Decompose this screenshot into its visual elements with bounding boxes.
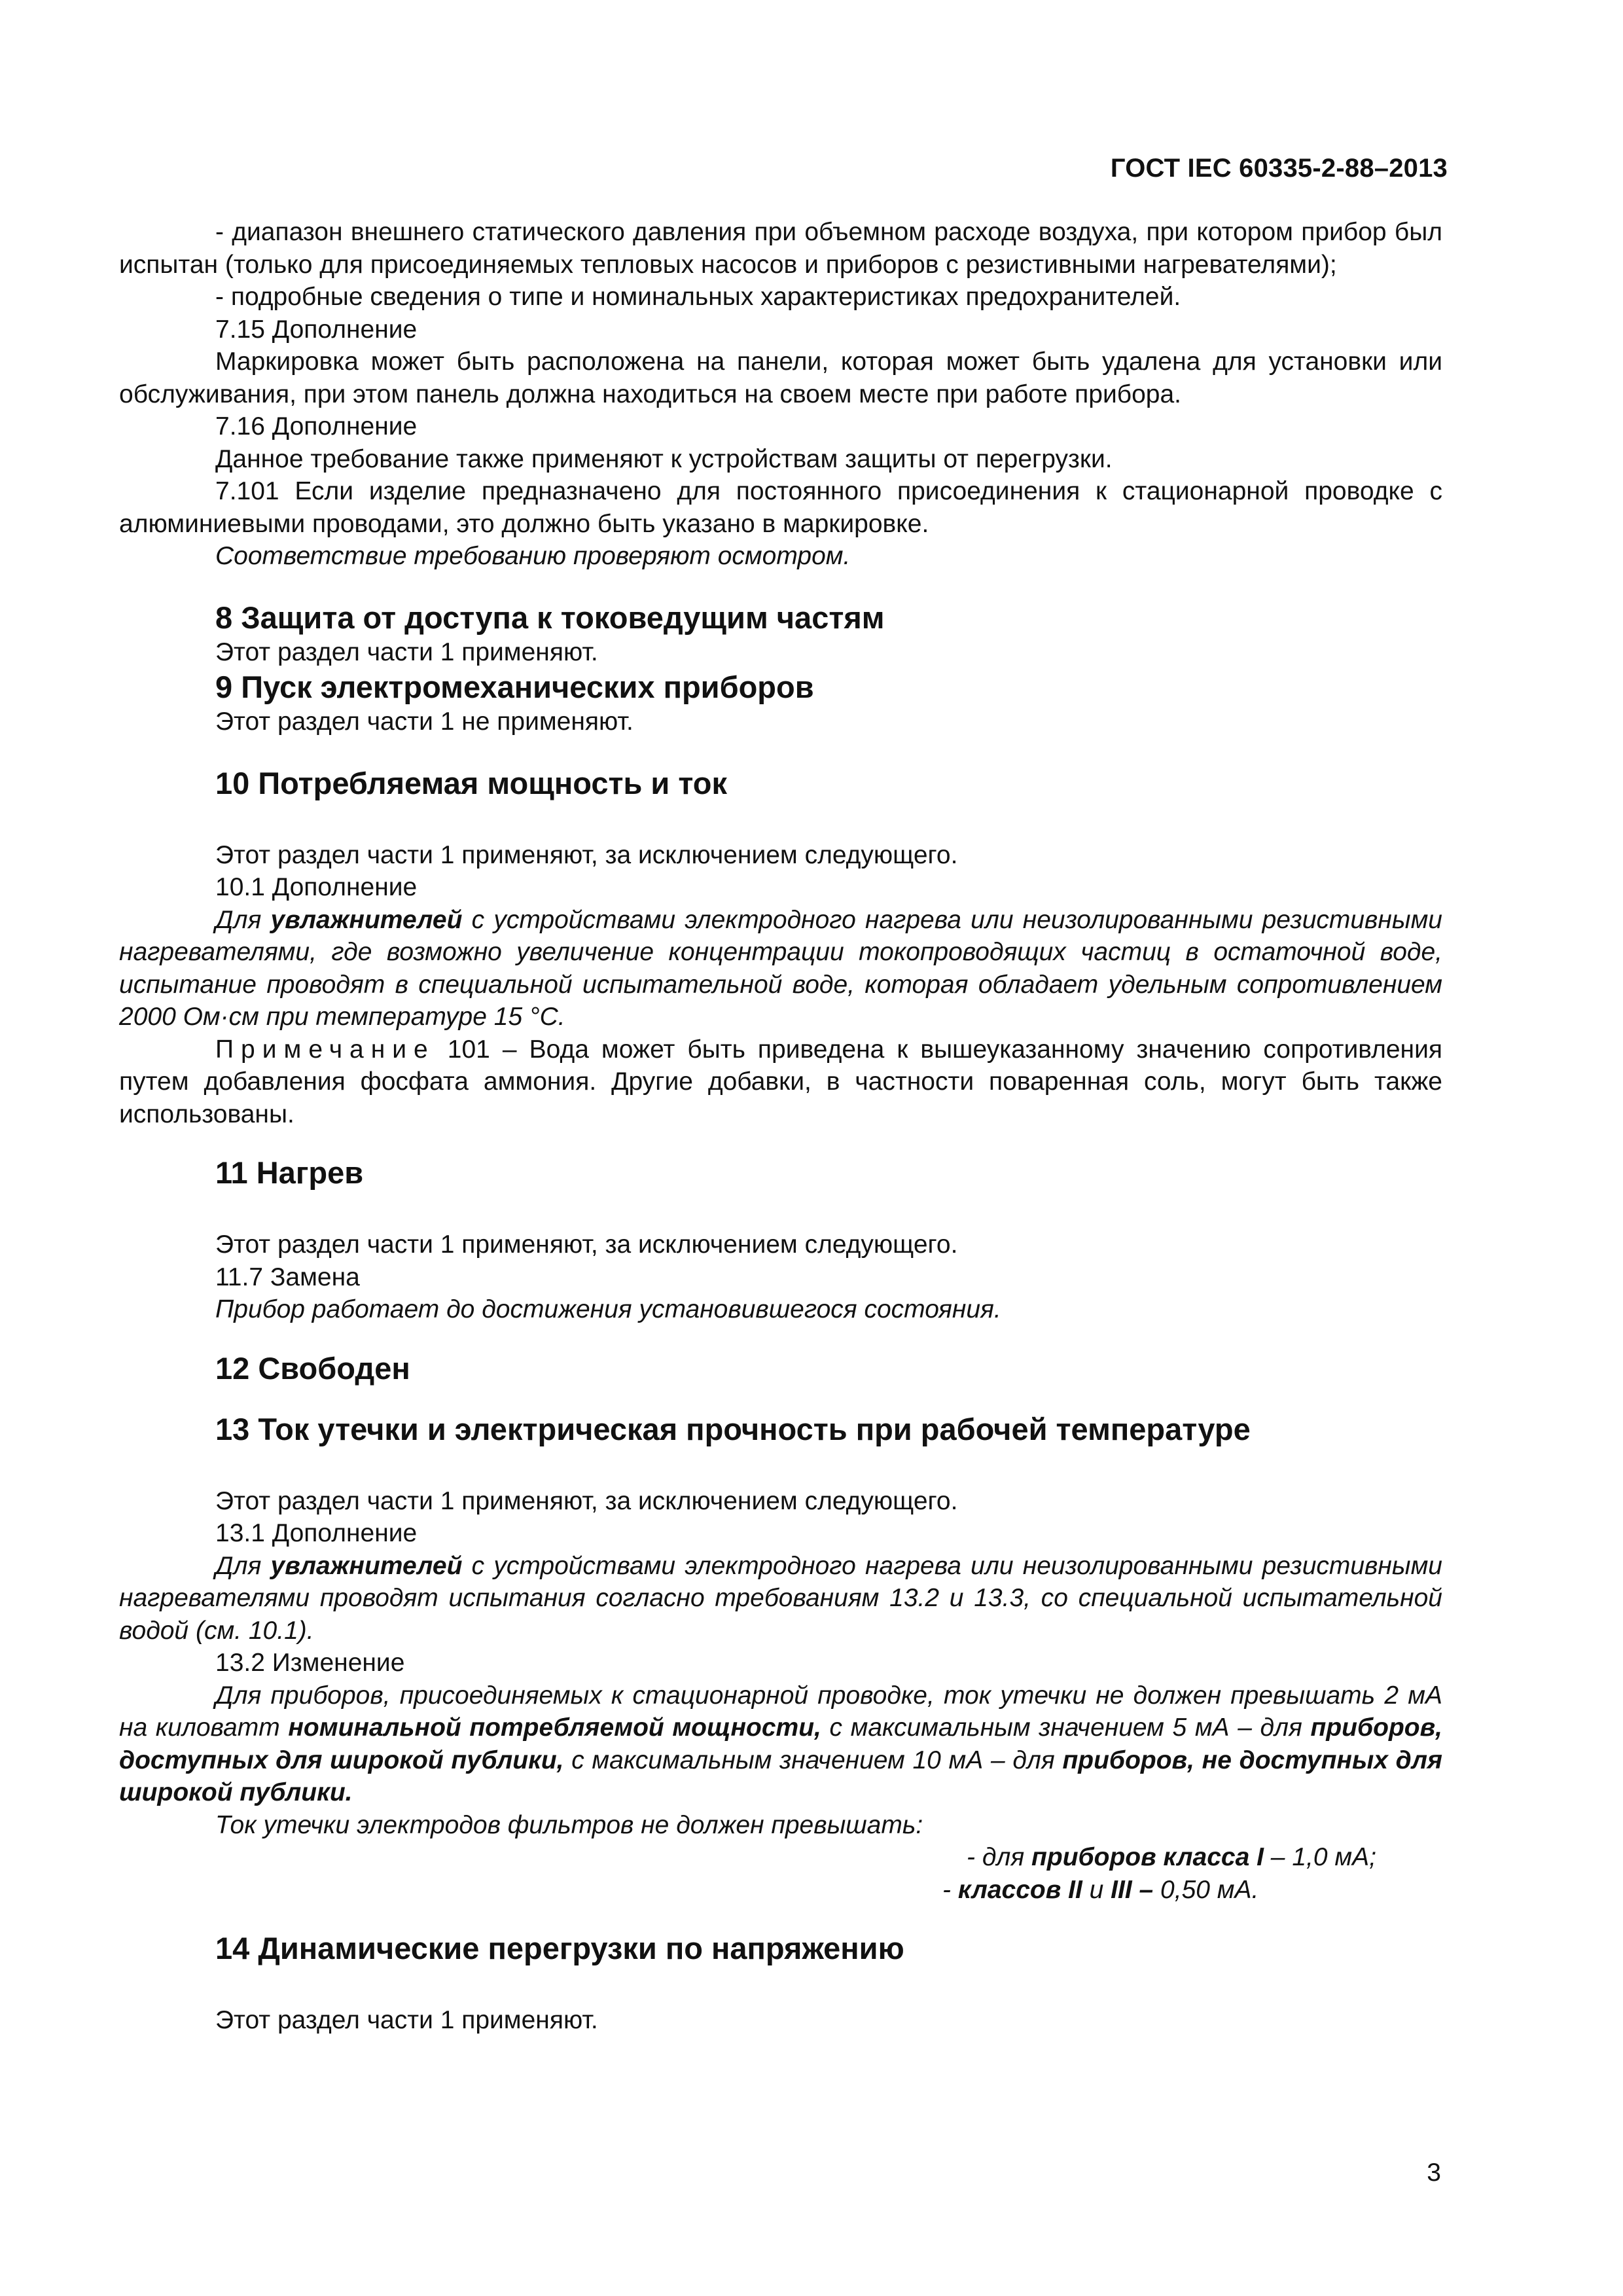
paragraph: Этот раздел части 1 применяют, за исключением следующего. [215, 1486, 958, 1515]
paragraph: Этот раздел части 1 применяют, за исключением следующего. [215, 840, 958, 869]
list-item: - для приборов класса I – 1,0 мА; [967, 1843, 1376, 1871]
paragraph: Данное требование также применяют к устройствам защиты от перегрузки. [215, 444, 1113, 473]
page-number: 3 [1427, 2159, 1441, 2187]
paragraph: Этот раздел части 1 применяют, за исключением следующего. [215, 1230, 958, 1259]
paragraph: Для увлажнителей с устройствами электродного нагрева или неизолированными резистивными нагревателями проводят испытания согласно требованиям 13.2 и 13.3, со специальной испытательной водой (см. 10.1). [119, 1551, 1442, 1645]
clause-7-16: 7.16 Дополнение [215, 412, 418, 440]
clause-13-2: 13.2 Изменение [215, 1649, 405, 1677]
clause-13-1: 13.1 Дополнение [215, 1519, 418, 1547]
paragraph: Ток утечки электродов фильтров не должен превышать: [215, 1810, 923, 1839]
paragraph: Для приборов, присоединяемых к стационарной проводке, ток утечки не должен превышать 2 мА на киловатт номинальной потребляемой мощности, с максимальным значением 5 мА – для приборов, доступных для широкой публики, с максимальным значением 10 мА – для приборов, не доступных для широкой публики. [119, 1681, 1443, 1806]
list-item: - классов II и III – 0,50 мА. [942, 1875, 1259, 1904]
clause-7-101: 7.101 Если изделие предназначено для постоянного присоединения к стационарной проводке с алюминиевыми проводами, это должно быть указано в маркировке. [119, 477, 1442, 538]
note-101: Примечание 101 – Вода может быть приведена к вышеуказанному значению сопротивления путем добавления фосфата аммония. Другие добавки, в частности поваренная соль, могут быть также использованы. [119, 1035, 1442, 1128]
section-heading-12: 12 Свободен [215, 1350, 410, 1386]
paragraph: Этот раздел части 1 применяют. [215, 637, 598, 666]
compliance-statement: Соответствие требованию проверяют осмотром. [215, 542, 851, 570]
paragraph: Для увлажнителей с устройствами электродного нагрева или неизолированными резистивными нагревателями, где возможно увеличение концентрации токопроводящих частиц в остаточной воде, испытание проводят в специальной испытательной воде, которая обладает удельным сопротивлением 2000 Ом·см при температуре 15 °С. [119, 905, 1442, 1031]
clause-11-7: 11.7 Замена [215, 1263, 360, 1291]
section-heading-8: 8 Защита от доступа к токоведущим частям [215, 600, 885, 635]
paragraph: - диапазон внешнего статического давления при объемном расходе воздуха, при котором прибор был испытан (только для присоединяемых тепловых насосов и приборов с резистивными нагревателями); [119, 218, 1442, 279]
paragraph: - подробные сведения о типе и номинальных характеристиках предохранителей. [215, 283, 1181, 311]
paragraph: Прибор работает до достижения установившегося состояния. [215, 1295, 1001, 1323]
section-heading-13: 13 Ток утечки и электрическая прочность при рабочей температуре [215, 1411, 1251, 1446]
paragraph: Этот раздел части 1 не применяют. [215, 708, 633, 736]
section-heading-10: 10 Потребляемая мощность и ток [215, 765, 728, 800]
document-body [119, 216, 1442, 2037]
section-heading-11: 11 Нагрев [215, 1155, 364, 1190]
section-heading-9: 9 Пуск электромеханических приборов [215, 670, 814, 704]
section-heading-14: 14 Динамические перегрузки по напряжению [215, 1931, 904, 1965]
document-standard-id: ГОСТ IEC 60335-2-88–2013 [1110, 154, 1448, 183]
paragraph: Этот раздел части 1 применяют. [215, 2006, 598, 2034]
clause-7-15: 7.15 Дополнение [215, 315, 418, 344]
paragraph: Маркировка может быть расположена на панели, которая может быть удалена для установки или обслуживания, при этом панель должна находиться на своем месте при работе прибора. [119, 348, 1442, 408]
clause-10-1: 10.1 Дополнение [215, 873, 418, 901]
